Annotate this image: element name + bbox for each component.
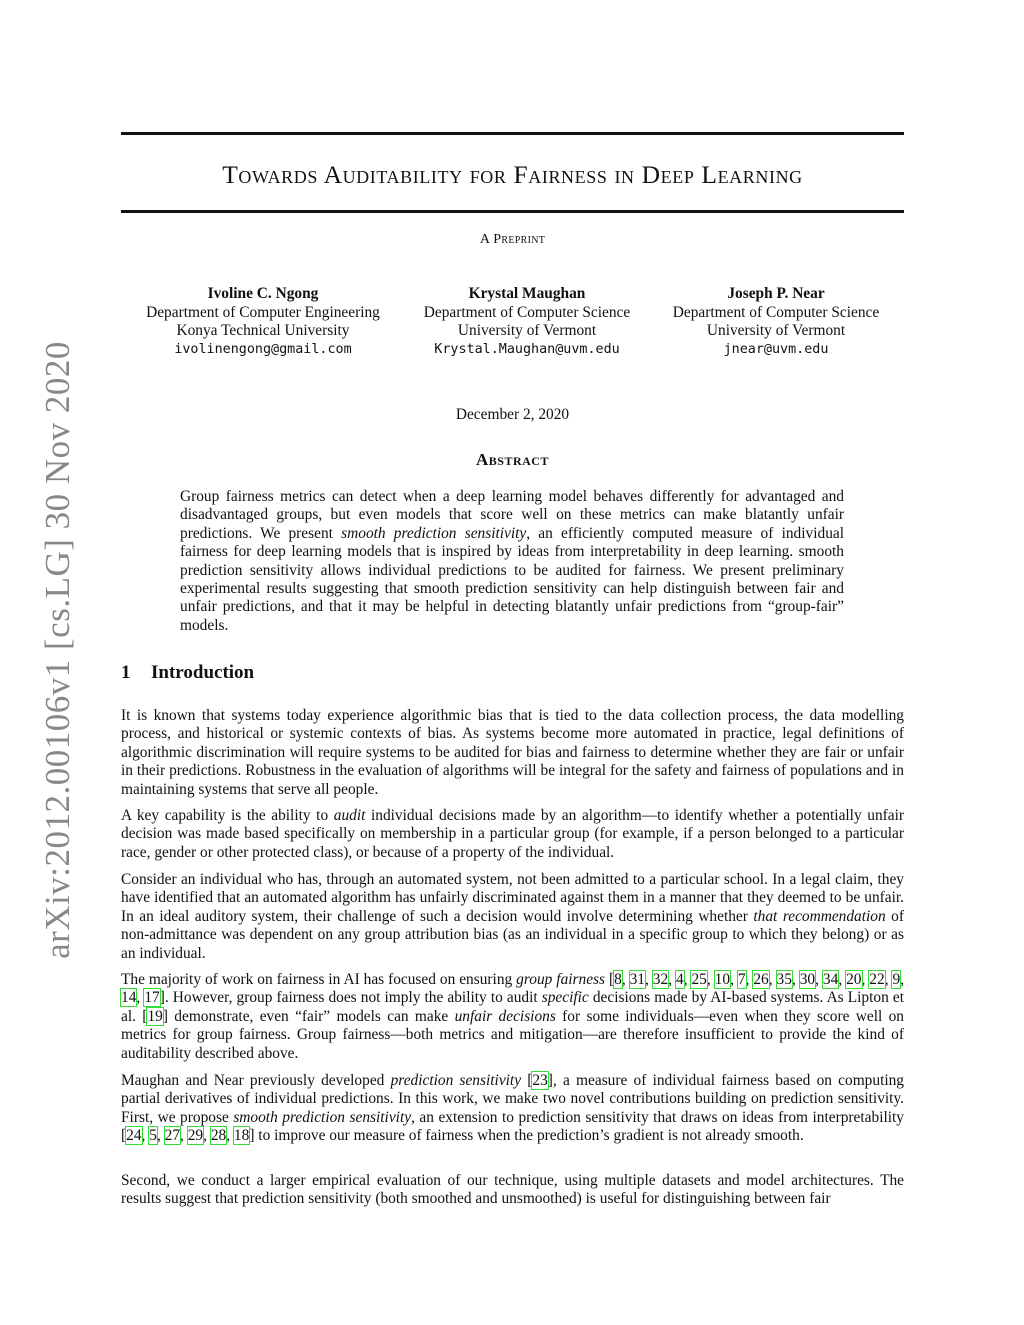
paragraph-emphasis: smooth prediction sensitivity <box>233 1108 412 1126</box>
paragraph-text: A key capability is the ability to <box>121 807 334 824</box>
citation-group: 8, 31, 32, 4, 25, 10, 7, 26, 35, 30, 34, 20, 22, 9, 14, 17 <box>121 971 905 1007</box>
citation-link[interactable]: 28 <box>210 1127 227 1145</box>
paragraph-text: individual decisions made by an algorithm—to identify whether a potentially unfair decision was made based specifically on membership in a particular group (for example, if a person belonged to a particular race, gender or other protected class), or because of a property of the individual. <box>121 807 904 861</box>
author-block-3 <box>641 285 911 359</box>
citation-link[interactable]: 32 <box>652 971 669 988</box>
paragraph-emphasis: unfair decisions <box>454 1007 556 1025</box>
paragraph-emphasis: prediction sensitivity <box>390 1072 522 1089</box>
section-number: 1 <box>121 662 131 683</box>
author-affiliation: Konya Technical University <box>176 322 350 339</box>
abstract-text: Group fairness metrics can detect when a deep learning model behaves differently for advantaged and disadvantaged groups, but even models that score well on these metrics can make blatantly unfair predictions. We present <box>180 488 844 542</box>
intro-paragraph-4: The majority of work on fairness in AI has focused on ensuring group fairness [8, 31, 32, 4, 25, 10, 7, 26, 35, 30, 34, 20, 22, 9, 14, 17]. However, group fairness does not imply the ability to audit specific decisions made by AI-based systems. As Lipton et al. [19] demonstrate, even “fair” models can make unfair decisions for some individuals—even when they score well on metrics for group fairness. Group fairness—both metrics and mitigation—are therefore insufficient to provide the kind of auditability described above. <box>121 971 905 1062</box>
paragraph-text: decisions made by AI-based systems. As Lipton et al. <box>121 989 904 1025</box>
author-department: Department of Computer Engineering <box>146 303 380 321</box>
citation-link[interactable]: 4 <box>675 971 684 988</box>
top-rule <box>121 132 904 135</box>
citation-link[interactable]: 24 <box>126 1127 142 1145</box>
author-email[interactable]: Krystal.Maughan@uvm.edu <box>434 341 620 357</box>
citation-link[interactable]: 17 <box>144 989 160 1007</box>
author-email[interactable]: jnear@uvm.edu <box>723 341 829 357</box>
citation-link[interactable]: 7 <box>737 971 746 988</box>
arxiv-identifier-stamp[interactable]: arXiv:2012.00106v1 [cs.LG] 30 Nov 2020 <box>38 341 77 959</box>
citation-link[interactable]: 9 <box>892 971 901 988</box>
section-heading-introduction <box>121 662 254 684</box>
paragraph-text: to improve our measure of fairness when the prediction’s gradient is not already smooth. <box>254 1127 804 1145</box>
paragraph-text: The majority of work on fairness in AI has focused on ensuring <box>121 971 517 988</box>
citation-link[interactable]: 34 <box>822 971 839 988</box>
intro-paragraph-5: Maughan and Near previously developed prediction sensitivity [23], a measure of individual fairness based on computing partial derivatives of individual predictions. In this work, we make two novel contributions building on prediction sensitivity. First, we propose smooth prediction sensitivity, an extension to prediction sensitivity that draws on ideas from interpretability [24, 5, 27, 29, 28, 18] to improve our measure of fairness when the prediction’s gradient is not already smooth. <box>121 1072 905 1145</box>
citation-link[interactable]: 19 <box>147 1007 163 1025</box>
citation-link[interactable]: 22 <box>869 971 885 988</box>
citation-link[interactable]: 20 <box>846 971 862 988</box>
paragraph-text: Maughan and Near previously developed <box>121 1072 391 1089</box>
citation-link[interactable]: 8 <box>614 971 622 988</box>
citation-link[interactable]: 18 <box>233 1127 250 1145</box>
author-block-2 <box>392 285 662 359</box>
author-affiliation: University of Vermont <box>457 322 597 339</box>
citation-link[interactable]: 26 <box>753 971 769 988</box>
abstract-text: , an efficiently computed measure of individual fairness for deep learning models that is inspired by ideas from interpretability in deep learning. smooth prediction sensitivity allows individual predictions to be audited for fairness. We present preliminary experimental results suggesting that smooth prediction sensitivity can help distinguish between fair and unfair predictions, and that it may be helpful in detecting blatantly unfair predictions from “group-fair” models. <box>180 524 844 634</box>
intro-paragraph-2 <box>121 807 904 862</box>
citation-link[interactable]: 29 <box>187 1127 204 1145</box>
paragraph-emphasis: group fairness <box>516 971 606 988</box>
citation-link[interactable]: 14 <box>121 989 137 1007</box>
abstract-emphasis: smooth prediction sensitivity <box>341 524 527 542</box>
publication-date: December 2, 2020 <box>455 406 570 423</box>
paragraph-emphasis: that recommendation <box>753 907 886 925</box>
citation-link[interactable]: 23 <box>532 1072 548 1089</box>
author-name: Joseph P. Near <box>727 285 825 302</box>
paragraph-text: , a measure of individual fairness based on computing partial derivatives of individual predictions. In this work, we make two novel contributions building on prediction sensitivity. First, we propose <box>121 1072 905 1126</box>
author-name: Krystal Maughan <box>468 285 586 302</box>
section-title: Introduction <box>151 662 255 683</box>
citation-link[interactable]: 27 <box>164 1127 181 1145</box>
citation-group: 24, 5, 27, 29, 28, 18 <box>126 1127 250 1145</box>
citation-link[interactable]: 30 <box>799 971 816 988</box>
author-email[interactable]: ivolinengong@gmail.com <box>174 341 352 357</box>
paragraph-text: Consider an individual who has, through an automated system, not been admitted to a particular school. In a legal claim, they have identified that an automated algorithm has unfairly discriminated against them in a manner that they deemed to be unfair. In an ideal auditory system, their challenge of such a decision would involve determining whether <box>121 871 904 925</box>
paragraph-emphasis: audit <box>333 807 366 824</box>
citation-link[interactable]: 35 <box>776 971 792 988</box>
author-department: Department of Computer Science <box>423 303 631 321</box>
paragraph-text: Second, we conduct a larger empirical evaluation of our technique, using multiple datasets and model architectures. The results suggest that prediction sensitivity (both smoothed and unsmoothed) is useful for distinguishing between fair <box>121 1172 904 1208</box>
citation-link[interactable]: 10 <box>714 971 731 988</box>
paragraph-text: It is known that systems today experience algorithmic bias that is tied to the data collection process, the data modelling process, and historical or systemic contexts of bias. As systems become more automated in practice, legal definitions of algorithmic discrimination will require systems to be audited for bias and fairness to determine whether they are fair or unfair in their predictions. Robustness in the evaluation of algorithms will be integral for the safety and fairness of populations and in maintaining systems that serve all people. <box>121 707 904 798</box>
citation-link[interactable]: 5 <box>149 1127 157 1145</box>
paragraph-text: for some individuals—even when they score well on metrics for group fairness. Group fairness—both metrics and mitigation—are therefore insufficient to provide the kind of auditability described above. <box>121 1007 904 1062</box>
paragraph-text: demonstrate, even “fair” models can make <box>167 1007 455 1025</box>
paragraph-text: . However, group fairness does not imply the ability to audit <box>164 989 542 1007</box>
preprint-label: A Preprint <box>479 232 546 247</box>
author-block-1 <box>128 285 398 359</box>
paragraph-emphasis: specific <box>541 989 589 1007</box>
citation-link[interactable]: 25 <box>691 971 707 988</box>
abstract-body <box>180 488 844 635</box>
intro-paragraph-3 <box>121 871 904 963</box>
abstract-heading: Abstract <box>476 450 549 469</box>
intro-paragraph-1 <box>121 707 904 799</box>
paper-title: Towards Auditability for Fairness in Deep Learning <box>222 160 803 189</box>
paragraph-text: , an extension to prediction sensitivity that draws on ideas from interpretability <box>411 1108 904 1126</box>
citation-link[interactable]: 31 <box>629 971 645 988</box>
paragraph-text: of non-admittance was dependent on any group attribution bias (as an individual in a specific group to which they belong) or as an individual. <box>121 907 904 962</box>
title-bottom-rule <box>121 210 904 213</box>
author-department: Department of Computer Science <box>672 303 880 321</box>
author-affiliation: University of Vermont <box>706 322 846 339</box>
intro-paragraph-6 <box>121 1172 904 1209</box>
author-name: Ivoline C. Ngong <box>207 285 319 302</box>
